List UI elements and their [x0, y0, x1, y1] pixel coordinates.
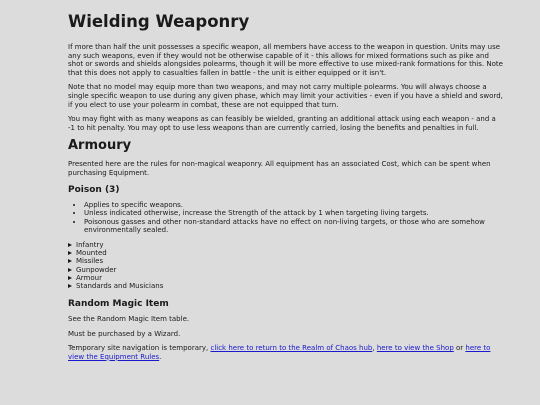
poison-rule: • Applies to specific weapons. [84, 201, 504, 210]
random-magic-item-heading: Random Magic Item [68, 299, 169, 310]
disclosure-triangle-icon [68, 276, 72, 280]
poison-heading: Poison (3) [68, 184, 120, 195]
disclosure-triangle-icon [68, 268, 72, 272]
poison-rule: • Poisonous gasses and other non-standard attacks have no effect on non-living targets, or those who are somehow environmentally sealed. [84, 218, 504, 235]
poison-rules-list [68, 201, 504, 235]
nav-separator: , [372, 344, 375, 353]
category-armour[interactable] [68, 274, 504, 282]
disclosure-triangle-icon [68, 259, 72, 263]
intro-paragraph-3: You may fight with as many weapons as can feasibly be wielded, granting an additional attack using each weapon - and a -1 to hit penalty. You may opt to use less weapons than are currently carried, losing the benefits and penalties in full. [68, 115, 496, 132]
random-magic-item-text: See the Random Magic Item table. [68, 315, 190, 324]
intro-paragraph-1: If more than half the unit possesses a specific weapon, all members have access to the weapon in question. Units may use any such weapons, even if they would not be otherwise capable of it - this allows for mixed formations such as pike and shot or swords and shields alongsides polearms, though it will be more effective to use mixed-rank formations for this. Note that this does not apply to casualties fallen in battle - the unit is either equipped or it isn't. [68, 43, 503, 77]
shop-link[interactable]: here to view the Shop [376, 344, 454, 353]
nav-end: . [159, 352, 162, 361]
realm-of-chaos-hub-link[interactable]: click here to return to the Realm of Chaos hub [210, 344, 373, 353]
poison-rule: • Unless indicated otherwise, increase the Strength of the attack by 1 when targeting living targets. [84, 209, 504, 218]
random-magic-item-requirement: Must be purchased by a Wizard. [68, 329, 181, 338]
disclosure-triangle-icon [68, 243, 72, 247]
category-standards-and-musicians[interactable] [68, 282, 504, 290]
nav-note-text: Temporary site navigation is temporary, [68, 344, 209, 353]
armoury-intro: Presented here are the rules for non-magical weaponry. All equipment has an associated Cost, which can be spent when purchasing Equipment. [68, 160, 491, 177]
nav-or: or [456, 344, 464, 353]
equipment-rules-link[interactable]: here to view the Equipment Rules [68, 344, 491, 361]
category-list [68, 241, 504, 290]
armoury-heading: Armoury [68, 138, 132, 154]
site-navigation-note [68, 344, 504, 361]
disclosure-triangle-icon [68, 251, 72, 255]
category-mounted[interactable] [68, 249, 504, 257]
intro-paragraph-2: Note that no model may equip more than two weapons, and may not carry multiple polearms. You will always choose a single specific weapon to use during any given phase, which may limit your activities - even if you have a shield and sword, if you elect to use your polearm in combat, these are not equipped that turn. [68, 83, 503, 109]
category-label: Missiles [76, 257, 104, 266]
page-title: Wielding Weaponry [68, 12, 250, 31]
category-gunpowder[interactable] [68, 266, 504, 274]
category-label: Gunpowder [76, 265, 117, 274]
category-label: Armour [76, 273, 102, 282]
disclosure-triangle-icon [68, 284, 72, 288]
category-label: Standards and Musicians [76, 281, 164, 290]
category-infantry[interactable] [68, 241, 504, 249]
page-content [68, 10, 504, 368]
category-missiles[interactable] [68, 257, 504, 265]
category-label: Infantry [76, 240, 104, 249]
category-label: Mounted [76, 249, 107, 258]
